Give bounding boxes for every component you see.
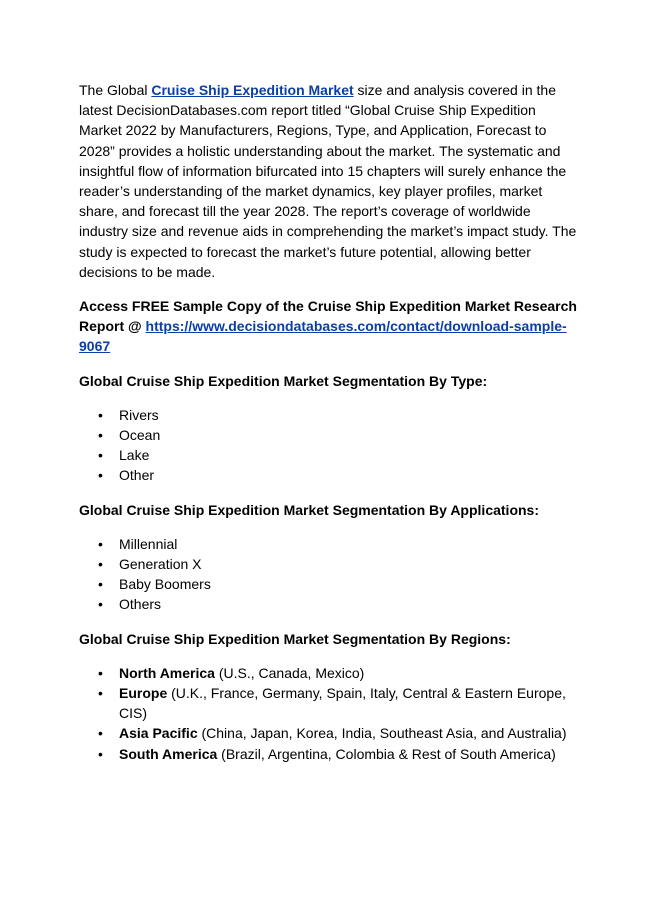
region-detail: (China, Japan, Korea, India, Southeast Asia, and Australia) [197, 725, 567, 742]
list-item: • Others [79, 594, 579, 614]
intro-body: size and analysis covered in the latest DecisionDatabases.com report titled “Global Cruise Ship Expedition Market 2022 by Manufacturers, Regions, Type, and Application, Forecast to 2028” provides a holistic understanding about the market. The systematic and insightful flow of information bifurcated into 15 chapters will surely enhance the reader’s understanding of the market dynamics, key player profiles, market share, and forecast till the year 2028. The report’s coverage of worldwide industry size and revenue aids in comprehending the market’s impact study. The study is expected to forecast the market’s future potential, allowing better decisions to be made. [79, 82, 577, 280]
region-name: Europe [119, 685, 168, 702]
region-name: South America [119, 745, 218, 762]
region-detail: (Brazil, Argentina, Colombia & Rest of South America) [217, 745, 556, 762]
market-link[interactable]: Cruise Ship Expedition Market [151, 82, 354, 98]
application-segmentation-heading: Global Cruise Ship Expedition Market Segmentation By Applications: [79, 501, 539, 518]
access-text: Access FREE Sample Copy of the Cruise Ship Expedition Market Research Report @ [79, 298, 577, 335]
region-list [79, 663, 579, 764]
region-name: Asia Pacific [119, 725, 198, 742]
region-detail: (U.K., France, Germany, Spain, Italy, Central & Eastern Europe, CIS) [119, 685, 566, 722]
intro-prefix: The Global [79, 82, 152, 98]
list-item: • Generation X [79, 554, 579, 574]
list-item [79, 744, 579, 764]
list-item: • Millennial [79, 534, 579, 554]
document-page [79, 80, 579, 778]
list-item: • Lake [79, 445, 579, 465]
list-item: • Ocean [79, 425, 579, 445]
list-item: • Other [79, 465, 579, 485]
list-item: • Baby Boomers [79, 574, 579, 594]
list-item: • Rivers [79, 405, 579, 425]
region-detail: (U.S., Canada, Mexico) [214, 664, 365, 681]
list-item [79, 683, 579, 723]
list-item [79, 663, 579, 683]
sample-download-link[interactable]: https://www.decisiondatabases.com/contact/download-sample-9067 [79, 318, 567, 355]
region-name: North America [119, 664, 215, 681]
intro-paragraph [79, 80, 579, 282]
access-sample-paragraph [79, 296, 579, 357]
type-list [79, 405, 579, 486]
list-item [79, 723, 579, 743]
region-segmentation-heading: Global Cruise Ship Expedition Market Segmentation By Regions: [79, 630, 511, 647]
application-list [79, 534, 579, 615]
type-segmentation-heading: Global Cruise Ship Expedition Market Segmentation By Type: [79, 372, 488, 389]
